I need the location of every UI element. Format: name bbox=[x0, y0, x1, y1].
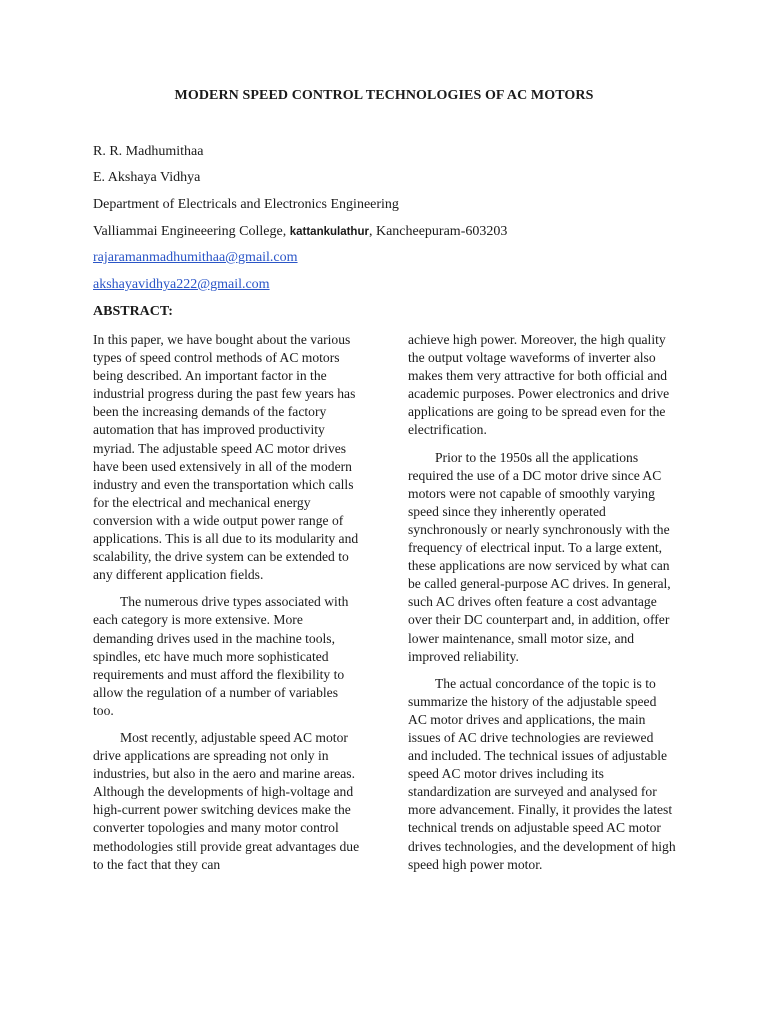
affiliation-college: Valliammai Engineeering College, bbox=[93, 224, 290, 239]
left-paragraph-3: Most recently, adjustable speed AC motor drive applications are spreading not only in industries, but also in the aero and marine areas. Although the developments of high-voltage and high-current power switching devices make the converter topologies and many motor control methodologies still provide great advantages due to the fact that they can bbox=[93, 729, 360, 872]
email-link-1[interactable]: rajaramanmadhumithaa@gmail.com bbox=[93, 250, 298, 265]
right-paragraph-1: achieve high power. Moreover, the high quality the output voltage waveforms of inverter also makes them very attractive for both official and academic purposes. Power electronics and drive applications are going to be spread even for the electrification. bbox=[408, 332, 670, 438]
author-2: E. Akshaya Vidhya bbox=[93, 170, 201, 185]
right-paragraph-2: Prior to the 1950s all the applications required the use of a DC motor drive since AC motors were not capable of smoothly varying speed since they inherently operated synchronously or nearly synchronously with the frequency of electrical input. To a large extent, these applications are now serviced by what can be called general-purpose AC drives. In general, such AC drives often feature a cost advantage over their DC counterpart and, in addition, offer lower maintenance, small motor size, and improved reliability. bbox=[408, 449, 671, 664]
left-paragraph-1: In this paper, we have bought about the various types of speed control methods of AC motors being described. An important factor in the industrial progress during the past few years has been the increasing demands of the factory automation that has improved productivity myriad. The adjustable speed AC motor drives have been used extensively in all of the modern industry and even the transportation which calls for the electrical and mechanical energy conversion with a wide output power range of applications. This is all due to its modularity and scalability, the drive system can be extended to any different application fields. bbox=[93, 332, 359, 583]
abstract-heading: ABSTRACT: bbox=[93, 304, 173, 319]
email-link-2[interactable]: akshayavidhya222@gmail.com bbox=[93, 277, 270, 292]
author-1: R. R. Madhumithaa bbox=[93, 144, 204, 159]
email-1-row bbox=[93, 250, 298, 266]
email-2-row bbox=[93, 277, 270, 293]
department: Department of Electricals and Electronics Engineering bbox=[93, 197, 399, 212]
abstract-right-column bbox=[408, 331, 676, 883]
paper-title: MODERN SPEED CONTROL TECHNOLOGIES OF AC MOTORS bbox=[174, 88, 594, 103]
abstract-left-column bbox=[93, 331, 361, 883]
affiliation-locality: kattankulathur bbox=[289, 226, 369, 238]
left-paragraph-2: The numerous drive types associated with each category is more extensive. More demanding drives used in the machine tools, spindles, etc have much more sophisticated requirements and must afford the flexibility to allow the regulation of a number of variables too. bbox=[93, 594, 349, 718]
right-paragraph-3: The actual concordance of the topic is to summarize the history of the adjustable speed AC motor drives and applications, the main issues of AC drive technologies are reviewed and included. The technical issues of adjustable speed AC motor drives including its standardization are surveyed and analysed for more advancement. Finally, it provides the latest technical trends on adjustable speed AC motor drives technologies, and the development of high speed high power motor. bbox=[408, 675, 676, 872]
affiliation-city: , Kancheepuram-603203 bbox=[368, 224, 508, 239]
affiliation bbox=[93, 224, 507, 240]
